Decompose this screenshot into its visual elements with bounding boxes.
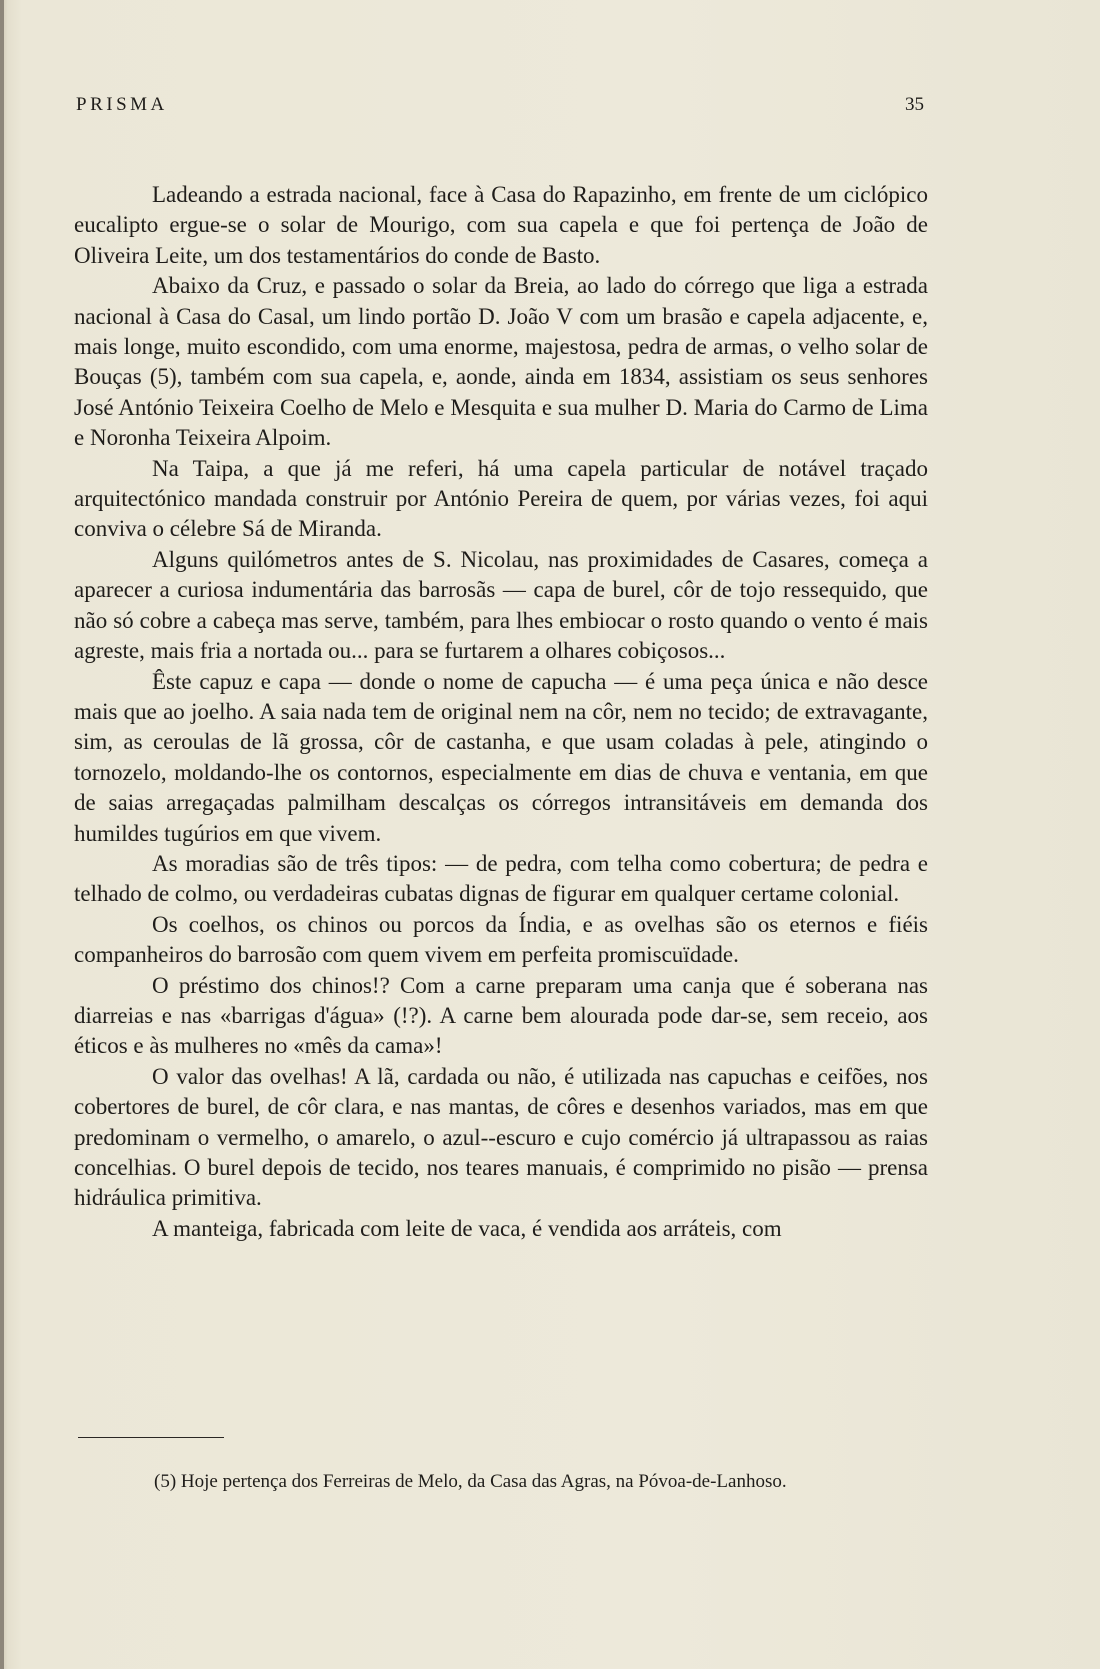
paragraph: Êste capuz e capa — donde o nome de capucha — é uma peça única e não desce mais que ao joelho. A saia nada tem de original nem na côr, nem no tecido; de extravagante, sim, as ceroulas de lã grossa, côr de castanha, e que usam coladas à pele, atingindo o tornozelo, moldando-lhe os contornos, especialmente em dias de chuva e ventania, em que de saias arregaçadas palmilham descalças os córregos intransitáveis em demanda dos humildes tugúrios em que vivem. bbox=[74, 668, 928, 846]
footnote-text: Hoje pertença dos Ferreiras de Melo, da Casa das Agras, na Póvoa-de-Lanhoso. bbox=[180, 1471, 787, 1492]
running-title: PRISMA bbox=[76, 94, 168, 115]
page-number: 35 bbox=[905, 94, 924, 115]
page-header bbox=[76, 94, 924, 124]
paragraph: As moradias são de três tipos: — de pedra, com telha como cobertura; de pedra e telhado de colmo, ou verdadeiras cubatas dignas de figurar em qualquer certame colonial. bbox=[74, 850, 928, 907]
footnote-marker: (5) bbox=[154, 1471, 177, 1492]
paragraph: Abaixo da Cruz, e passado o solar da Breia, ao lado do córrego que liga a estrada nacional à Casa do Casal, um lindo portão D. João V com um brasão e capela adjacente, e, mais longe, muito escondido, com uma enorme, majestosa, pedra de armas, o velho solar de Bouças (5), também com sua capela, e, aonde, ainda em 1834, assistiam os seus senhores José António Teixeira Coelho de Melo e Mesquita e sua mulher D. Maria do Carmo de Lima e Noronha Teixeira Alpoim. bbox=[74, 273, 928, 451]
paragraph: Na Taipa, a que já me referi, há uma capela particular de notável traçado arquitectónico mandada construir por António Pereira de quem, por várias vezes, foi aqui conviva o célebre Sá de Miranda. bbox=[74, 455, 928, 542]
footnote-separator bbox=[78, 1437, 224, 1438]
paragraph: A manteiga, fabricada com leite de vaca, é vendida aos arráteis, com bbox=[152, 1215, 782, 1241]
page-edge-shadow bbox=[0, 0, 4, 1669]
paragraph: O préstimo dos chinos!? Com a carne preparam uma canja que é soberana nas diarreias e nas «barrigas d'água» (!?). A carne bem alourada pode dar-se, sem receio, aos éticos e às mulheres no «mês da cama»! bbox=[74, 972, 928, 1059]
paragraph: Alguns quilómetros antes de S. Nicolau, nas proximidades de Casares, começa a aparecer a curiosa indumentária das barrosãs — capa de burel, côr de tojo ressequido, que não só cobre a cabeça mas serve, também, para lhes embiocar o rosto quando o vento é mais agreste, mais fria a nortada ou... para se furtarem a olhares cobiçosos... bbox=[74, 546, 928, 664]
footnote bbox=[154, 1471, 934, 1493]
paragraph: O valor das ovelhas! A lã, cardada ou não, é utilizada nas capuchas e ceifões, nos cobertores de burel, de côr clara, e nas mantas, de côres e desenhos variados, mas em que predominam o vermelho, o amarelo, o azul--escuro e cujo comércio já ultrapassou as raias concelhias. O burel depois de tecido, nos teares manuais, é comprimido no pisão — prensa hidráulica primitiva. bbox=[74, 1063, 928, 1211]
body-text bbox=[74, 180, 928, 1244]
paragraph: Os coelhos, os chinos ou porcos da Índia, e as ovelhas são os eternos e fiéis companheiros do barrosão com quem vivem em perfeita promiscuïdade. bbox=[74, 911, 928, 968]
paragraph: Ladeando a estrada nacional, face à Casa do Rapazinho, em frente de um ciclópico eucalipto ergue-se o solar de Mourigo, com sua capela e que foi pertença de João de Oliveira Leite, um dos testamentários do conde de Basto. bbox=[74, 182, 928, 268]
